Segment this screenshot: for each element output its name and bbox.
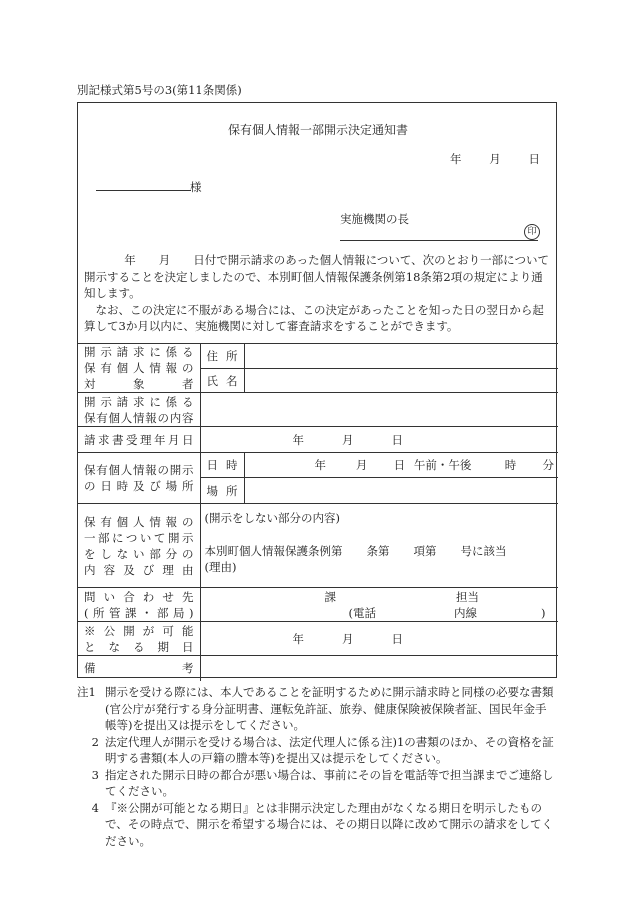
note-1: 注1 開示を受ける際には、本人であることを証明するために開示請求時と同様の必要な書類(官公庁が発行する身分証明書、運転免許証、旅券、健康保険被保険者証、国民年金手帳等)を提出又は提示をしてください。 bbox=[77, 685, 554, 732]
received-date-field[interactable]: 年 月 日 bbox=[200, 427, 558, 453]
issue-date-month: 月 bbox=[489, 152, 501, 166]
notice-body bbox=[84, 252, 550, 335]
body-paragraph-2: なお、この決定に不服がある場合には、この決定があったことを知った日の翌日から起算して3か月以内に、実施機関に対して審査請求をすることができます。 bbox=[84, 302, 544, 333]
issuer-title: 実施機関の長 bbox=[340, 212, 409, 226]
issue-date-day: 日 bbox=[528, 152, 540, 166]
note-2: 2 法定代理人が開示を受ける場合は、法定代理人に係る注)1の書類のほか、その資格を証明する書類(本人の戸籍の謄本等)を提出又は提示をしてください。 bbox=[91, 734, 554, 765]
addressee-line bbox=[96, 190, 191, 191]
partial-label: 保有個人情報の 一部について開示 をしない部分の 内容及び理由 bbox=[78, 504, 200, 588]
remarks-label: 備考 bbox=[78, 656, 200, 681]
body-paragraph-1: 年 月 日付で開示請求のあった個人情報について、次のとおり一部について開示することを決定しましたので、本別町個人情報保護条例第18条第2項の規定により通知します。 bbox=[84, 253, 549, 300]
disclosure-label: 保有個人情報の開示 の日時及び場所 bbox=[78, 453, 200, 504]
name-field[interactable] bbox=[244, 369, 558, 393]
place-label: 場所 bbox=[200, 478, 244, 504]
address-field[interactable] bbox=[244, 344, 558, 369]
issuer-line bbox=[340, 240, 538, 241]
form-label: 別記様式第5号の3(第11条関係) bbox=[77, 83, 242, 97]
release-date-label: ※公開が可能 となる期日 bbox=[78, 622, 200, 656]
note-3: 3 指定された開示日時の都合が悪い場合は、事前にその旨を電話等で担当課までご連絡してください。 bbox=[91, 767, 554, 798]
notice-title: 保有個人情報一部開示決定通知書 bbox=[227, 123, 408, 137]
target-label: 開示請求に係る 保有個人情報の 対象者 bbox=[78, 344, 200, 393]
name-label: 氏名 bbox=[200, 369, 244, 393]
notes bbox=[77, 684, 557, 849]
issue-date bbox=[450, 151, 540, 167]
release-date-field[interactable]: 年 月 日 bbox=[200, 622, 558, 656]
seal-mark: 印 bbox=[524, 224, 540, 240]
received-date-label: 請求書受理年月日 bbox=[78, 427, 200, 453]
content-label: 開示請求に係る 保有個人情報の内容 bbox=[78, 393, 200, 427]
contact-field[interactable]: 課 担当 (電話 内線 ) bbox=[200, 588, 558, 622]
issue-date-year: 年 bbox=[450, 152, 462, 166]
remarks-field[interactable] bbox=[200, 656, 558, 681]
info-table bbox=[78, 343, 558, 681]
note-4: 4 『※公開が可能となる期日』とは非開示決定した理由がなくなる期日を明示したもので、その時点で、開示を希望する場合には、その期日以降に改めて開示の請求をしてください。 bbox=[91, 800, 554, 848]
content-field[interactable] bbox=[200, 393, 558, 427]
contact-label: 問い合わせ先 (所管課・部局) bbox=[78, 588, 200, 622]
datetime-field[interactable]: 年 月 日 午前・午後 時 分 bbox=[244, 453, 558, 478]
place-field[interactable] bbox=[244, 478, 558, 504]
partial-field[interactable]: (開示をしない部分の内容) 本別町個人情報保護条例第 条第 項第 号に該当 (理由) bbox=[200, 504, 558, 588]
notice-frame bbox=[77, 102, 557, 678]
addressee-suffix: 様 bbox=[190, 180, 202, 194]
datetime-label: 日時 bbox=[200, 453, 244, 478]
address-label: 住所 bbox=[200, 344, 244, 369]
